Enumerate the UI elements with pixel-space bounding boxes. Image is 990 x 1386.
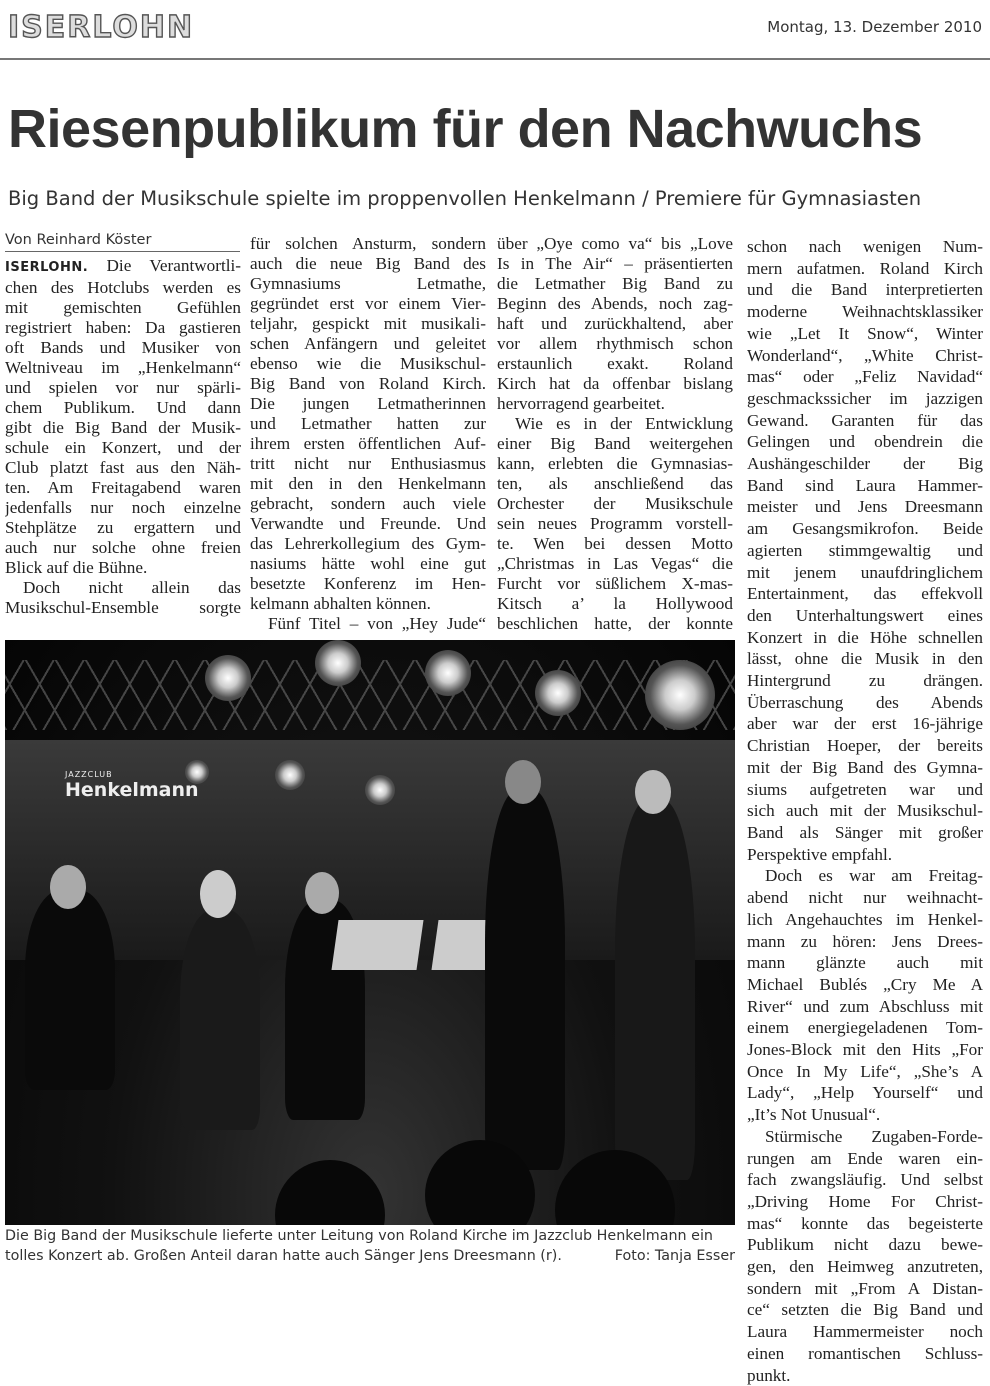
concert-photo [5, 640, 735, 1225]
text-line: lässt, ohne die Musik in den [747, 649, 983, 669]
text-line: Big Band von Roland Kirch. [250, 374, 486, 393]
text-line: registriert haben: Da gastieren [5, 318, 241, 337]
text-line: einer Big Band weitergehen [497, 434, 733, 453]
text-line: gebracht, sondern auch viele [250, 494, 486, 513]
photo-credit: Foto: Tanja Esser [614, 1248, 735, 1264]
photo-music-stand [331, 920, 423, 970]
photo-head [200, 870, 236, 918]
sign-name: Henkelmann [65, 779, 199, 801]
text-line: Band als Sänger mit großer [747, 822, 983, 842]
text-line: mit gemischten Gefühlen [5, 298, 241, 317]
photo-musician [25, 890, 115, 1090]
text-line: Publikum nicht dazu bewe- [747, 1235, 983, 1255]
text-line: Gymnasiums Letmathe, [250, 274, 486, 293]
text-line: Die jungen Letmatherinnen [250, 394, 486, 413]
headline: Riesenpublikum für den Nachwuchs [8, 99, 923, 159]
text-line: teljahr, gespickt mit musikali- [250, 314, 486, 333]
text-line: „Driving Home For Christ- [747, 1191, 983, 1211]
text-line: River“ und zum Abschluss mit [747, 996, 983, 1016]
text-line: Blick auf die Bühne. [5, 558, 148, 577]
photo-spotlight [275, 760, 305, 790]
text-line: Doch es war am Freitag- [765, 866, 983, 886]
text-line [5, 256, 241, 278]
text-line: Überraschung des Abends [747, 692, 983, 712]
text-line: Beginn des Abends, noch zag- [497, 294, 733, 313]
text-line: hervorragend gearbeitet. [497, 394, 665, 413]
text-line: gegründet erst vor einem Vier- [250, 294, 486, 313]
text-line: mit jenem unaufdringlichem [747, 562, 983, 582]
photo-spotlight [365, 775, 395, 805]
text-line: Stürmische Zugaben-Forde- [765, 1126, 983, 1146]
text-line: Furcht vor süßlichem X-mas- [497, 574, 733, 593]
text-line: das Lehrerkollegium des Gym- [250, 534, 486, 553]
text-line: chem Publikum. Und dann [5, 398, 241, 417]
text-line: Musikschul-Ensemble sorgte [5, 598, 241, 617]
text-line: ihrem ersten öffentlichen Auf- [250, 434, 486, 453]
text-line: für solchen Ansturm, sondern [250, 234, 486, 253]
article-column-3 [497, 234, 733, 634]
sign-label: JAZZCLUB [65, 770, 113, 779]
text-line: Gewand. Garanten für das [747, 410, 983, 430]
text-line: Wonderland“, „White Christ- [747, 345, 983, 365]
dateline: ISERLOHN. [5, 260, 89, 275]
text-line: vor allem rhythmisch schon [497, 334, 733, 353]
text-line: Stehplätze zu ergattern und [5, 518, 241, 537]
text-line: Once In My Life“, „She’s A [747, 1061, 983, 1081]
photo-singer [615, 800, 695, 1180]
text-line: meister und Jens Dreesmann [747, 497, 983, 517]
text-line: fach zwangsläufig. Und selbst [747, 1170, 983, 1190]
photo-spotlight [315, 640, 361, 686]
text-line: lich Angehauchtes im Henkel- [747, 909, 983, 929]
text-line: Kirch hat da offenbar bislang [497, 374, 733, 393]
text-line: mann zu hören: Jens Drees- [747, 931, 983, 951]
text-line: gibt die Big Band der Musik- [5, 418, 241, 437]
text-line: gen, den Heimweg anzutreten, [747, 1257, 983, 1277]
text-line: rungen am Ende waren ein- [747, 1148, 983, 1168]
jazzclub-sign [65, 770, 199, 801]
text-line: te. Wen bei dessen Motto [497, 534, 733, 553]
text-line: Perspektive empfahl. [747, 844, 893, 864]
text-line: Laura Hammermeister noch [747, 1322, 983, 1342]
photo-audience [275, 1160, 385, 1225]
text-line: sondern mit „From A Distan- [747, 1278, 983, 1298]
text-line: schen Anfängern und geleitet [250, 334, 486, 353]
text-line: wie „Let It Snow“, Winter [747, 323, 983, 343]
text-line: Aushängeschilder der Big [747, 454, 983, 474]
text-line: auch die neue Big Band des [250, 254, 486, 273]
text-line: Entertainment, das effekvoll [747, 584, 983, 604]
text-line: Club platzt fast aus den Näh- [5, 458, 241, 477]
photo-head [50, 865, 86, 909]
text-line: „Christmas in Las Vegas“ die [497, 554, 733, 573]
text-line: Band sind Laura Hammer- [747, 475, 983, 495]
text-line: einem energiegeladenen Tom- [747, 1018, 983, 1038]
subheadline: Big Band der Musikschule spielte im proppenvollen Henkelmann / Premiere für Gymnasiasten [8, 187, 922, 210]
text-line: Lady“, „Help Yourself“ und [747, 1083, 983, 1103]
text-line: einen romantischen Schluss- [747, 1343, 983, 1363]
text-line: Fünf Titel – von „Hey Jude“ [268, 614, 486, 633]
text-line: Gelingen und obendrein die [747, 432, 983, 452]
photo-head [635, 770, 671, 814]
text-line: besetzte Konferenz im Hen- [250, 574, 486, 593]
text-line: ten. Am Freitagabend waren [5, 478, 241, 497]
photo-caption [5, 1226, 735, 1266]
text-line: die Letmather Big Band zu [497, 274, 733, 293]
text-line: kelmann abhalten können. [250, 594, 431, 613]
text-line: sich auch mit der Musikschul- [747, 801, 983, 821]
text-line: Weltniveau im „Henkelmann“ [5, 358, 241, 377]
text-line: Jones-Block mit den Hits „For [747, 1040, 983, 1060]
text-line: sein neues Programm vorstell- [497, 514, 733, 533]
text-line: mann glänzte auch mit [747, 953, 983, 973]
text-line: Wie es in der Entwicklung [515, 414, 733, 433]
text-line: mas“ oder „Feliz Navidad“ [747, 367, 983, 387]
text-line: geschmackssicher im jazzigen [747, 388, 983, 408]
photo-spotlight [205, 655, 251, 701]
text-line: haft und zurückhaltend, aber [497, 314, 733, 333]
photo-conductor [485, 790, 565, 1170]
text-line: ebenso wie die Musikschul- [250, 354, 486, 373]
text-line: schon nach wenigen Num- [747, 237, 983, 256]
text-line: „It’s Not Unusual“. [747, 1105, 881, 1125]
photo-spotlight [645, 660, 715, 730]
issue-date: Montag, 13. Dezember 2010 [767, 18, 982, 36]
photo-spotlight [425, 650, 471, 696]
article-column-1 [5, 256, 241, 618]
text-line: mas“ konnte das begeisterte [747, 1213, 983, 1233]
photo-head [505, 760, 541, 804]
text-line: erstaunlich exakt. Roland [497, 354, 733, 373]
text-line: kann, erlebten die Gymnasias- [497, 454, 733, 473]
article-column-4 [747, 236, 983, 1386]
text-line: moderne Weihnachtsklassiker [747, 302, 983, 322]
text-line: punkt. [747, 1365, 791, 1385]
text-line: Konzert in die Höhe schnellen [747, 627, 983, 647]
text-line: Christian Hoeper, der bereits [747, 736, 983, 756]
text-line-content: Die Verantwortli- [106, 256, 241, 275]
text-line: über „Oye como va“ bis „Love [497, 234, 733, 253]
header-divider [0, 58, 990, 60]
text-line: und die Band interpretierten [747, 280, 983, 300]
text-line: Kitsch a’ la Hollywood [497, 594, 733, 613]
text-line: ten, als anschließend das [497, 474, 733, 493]
text-line: aber war der erst 16-jährige [747, 714, 983, 734]
text-line: tritt nicht nur Enthusiasmus [250, 454, 486, 473]
text-line: chen des Hotclubs werden es [5, 278, 241, 297]
text-line: den Unterhaltungswert eines [747, 605, 983, 625]
photo-spotlight [535, 670, 581, 716]
text-line: Verwandte und Freunde. Und [250, 514, 486, 533]
text-line: am Gesangsmikrofon. Beide [747, 519, 983, 539]
text-line: und Letmather hatten zur [250, 414, 486, 433]
text-line: oft Bands und Musiker von [5, 338, 241, 357]
text-line: nasiums hätte wohl eine gut [250, 554, 486, 573]
text-line: abend nicht nur weihnacht- [747, 888, 983, 908]
text-line: Is in The Air“ – präsentierten [497, 254, 733, 273]
text-line: ce“ setzten die Big Band und [747, 1300, 983, 1320]
text-line: mit der Big Band des Gymna- [747, 757, 983, 777]
text-line: siums aufgetreten war und [747, 779, 983, 799]
text-line: schule ein Konzert, und der [5, 438, 241, 457]
photo-musician [180, 910, 260, 1130]
text-line: Michael Bublés „Cry Me A [747, 974, 983, 994]
text-line: und spielen vor nur spärli- [5, 378, 241, 397]
photo-head [305, 872, 339, 914]
text-line: Doch nicht allein das [23, 578, 241, 597]
byline: Von Reinhard Köster [5, 232, 240, 252]
section-logo: ISERLOHN [8, 10, 195, 45]
text-line: Orchester der Musikschule [497, 494, 733, 513]
text-line: mit den in den Henkelmann [250, 474, 486, 493]
text-line: jedenfalls nur noch einzelne [5, 498, 241, 517]
text-line: auch nur solche ohne freien [5, 538, 241, 557]
text-line: mern aufatmen. Roland Kirch [747, 258, 983, 278]
photo-stage-truss [5, 660, 735, 730]
text-line: agierten stimmgewaltig und [747, 540, 983, 560]
text-line: Hintergrund zu drängen. [747, 671, 983, 691]
text-line: beschlichen hatte, der konnte [497, 614, 733, 633]
article-column-2 [250, 234, 486, 634]
caption-text: Die Big Band der Musikschule lieferte unter Leitung von Roland Kirche im Jazzclub Henkelmann ein tolles Konzert ab. Großen Anteil daran hatte auch Sänger Jens Dreesmann (r). [5, 1228, 713, 1264]
